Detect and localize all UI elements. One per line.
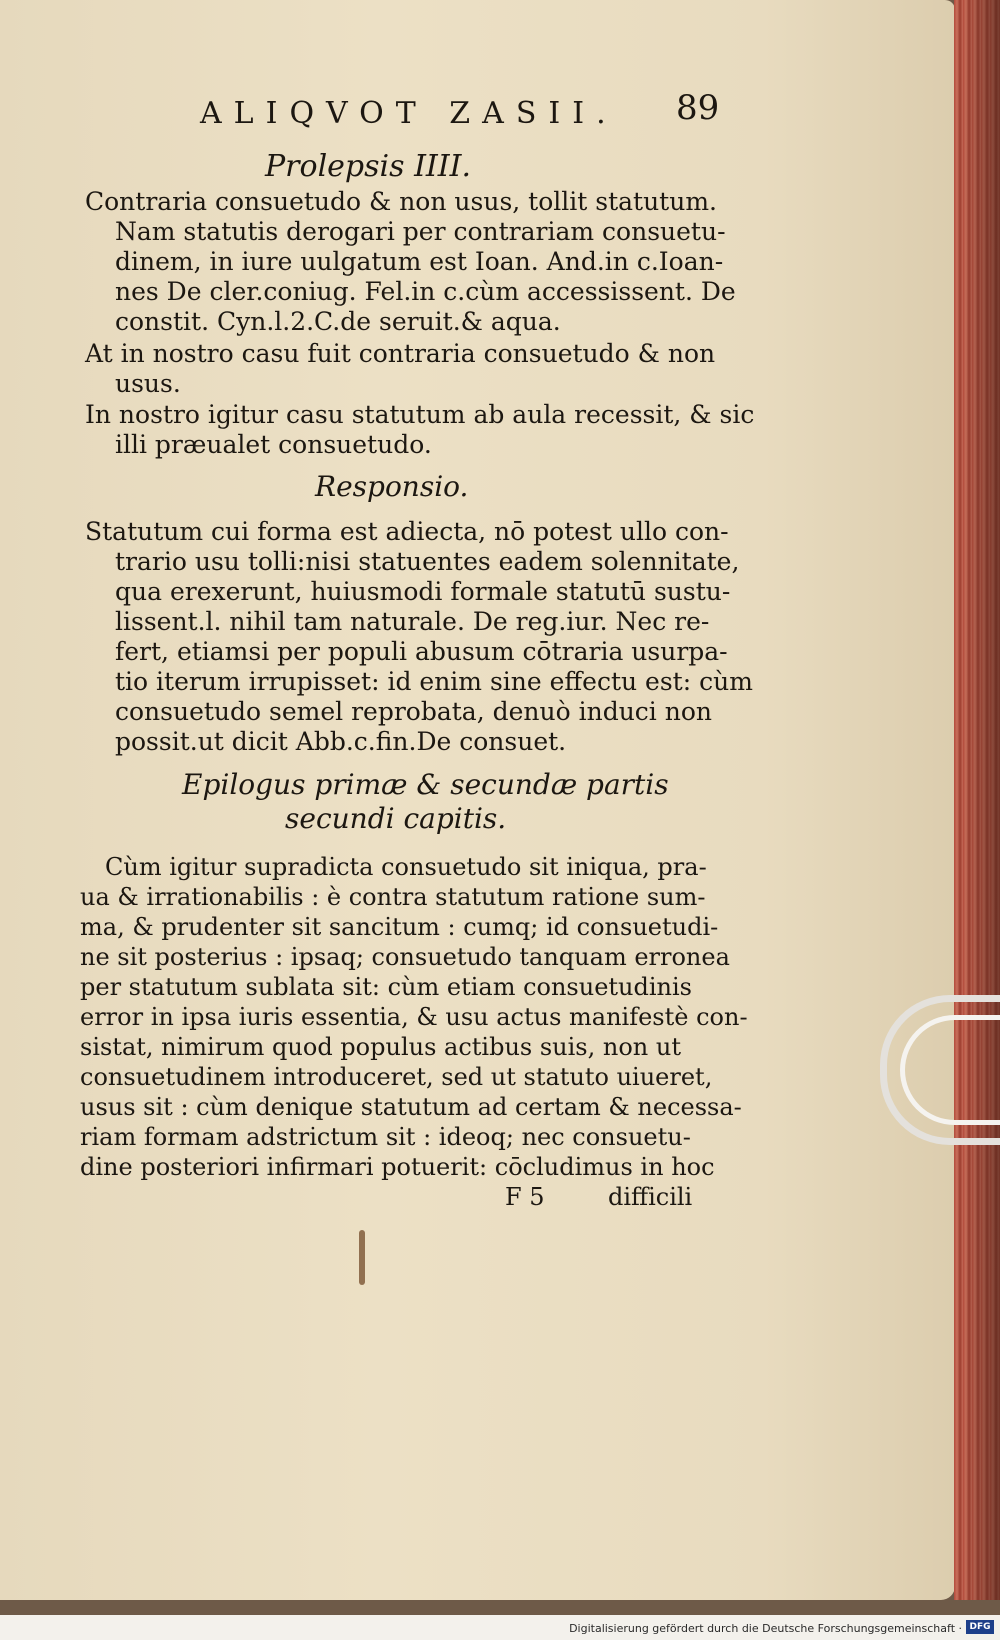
heading-prolepsis: Prolepsis IIII. [265, 149, 472, 184]
text-line: fert, etiamsi per populi abusum cōtraria usurpa- [115, 637, 728, 666]
text-line: nes De cler.coniug. Fel.in c.cùm accessissent. De [115, 277, 736, 306]
text-line: ua & irrationabilis : è contra statutum ratione sum- [80, 883, 706, 911]
text-line: trario usu tolli:nisi statuentes eadem solennitate, [115, 547, 740, 576]
text-line: Cùm igitur supradicta consuetudo sit iniqua, pra- [105, 853, 707, 881]
text-line: riam formam adstrictum sit : ideoq; nec consuetu- [80, 1123, 691, 1151]
catchword: difficili [608, 1183, 693, 1211]
text-line: error in ipsa iuris essentia, & usu actus manifestè con- [80, 1003, 748, 1031]
text-line: Statutum cui forma est adiecta, nō potest ullo con- [85, 517, 729, 546]
text-line: qua erexerunt, huiusmodi formale statutū sustu- [115, 577, 731, 606]
text-line: illi præualet consuetudo. [115, 430, 432, 459]
text-line: Nam statutis derogari per contrariam consuetu- [115, 217, 726, 246]
heading-responsio: Responsio. [315, 470, 469, 503]
credit-text: Digitalisierung gefördert durch die Deutsche Forschungsgemeinschaft · [569, 1622, 962, 1635]
text-line: consuetudo semel reprobata, denuò induci non [115, 697, 712, 726]
text-line: usus sit : cùm denique statutum ad certam & necessa- [80, 1093, 742, 1121]
page-edges-red [954, 0, 1000, 1600]
text-line: ma, & prudenter sit sancitum : cumq; id consuetudi- [80, 913, 719, 941]
heading-epilogus-2: secundi capitis. [285, 802, 507, 835]
ink-smudge [359, 1230, 365, 1285]
text-line: per statutum sublata sit: cùm etiam consuetudinis [80, 973, 692, 1001]
text-line: lissent.l. nihil tam naturale. De reg.iur. Nec re- [115, 607, 710, 636]
text-line: At in nostro casu fuit contraria consuetudo & non [85, 339, 716, 368]
text-line: dinem, in iure uulgatum est Ioan. And.in c.Ioan- [115, 247, 724, 276]
text-line: dine posteriori infirmari potuerit: cōcludimus in hoc [80, 1153, 715, 1181]
text-line: ne sit posterius : ipsaq; consuetudo tanquam erronea [80, 943, 730, 971]
text-line: usus. [115, 369, 181, 398]
running-head: ALIQVOT ZASII. [200, 96, 618, 131]
text-line: sistat, nimirum quod populus actibus suis, non ut [80, 1033, 681, 1061]
text-line: In nostro igitur casu statutum ab aula recessit, & sic [85, 400, 755, 429]
text-line: consuetudinem introduceret, sed ut statuto uiueret, [80, 1063, 713, 1091]
text-line: constit. Cyn.l.2.C.de seruit.& aqua. [115, 307, 561, 336]
page-number: 89 [676, 88, 720, 128]
signature-mark: F 5 [505, 1183, 545, 1211]
dfg-logo-icon: DFG [966, 1620, 994, 1634]
text-line: Contraria consuetudo & non usus, tollit statutum. [85, 187, 717, 216]
text-line: tio iterum irrupisset: id enim sine effectu est: cùm [115, 667, 753, 696]
paper-clip-inner-icon [900, 1015, 1000, 1125]
heading-epilogus: Epilogus primæ & secundæ partis [182, 768, 669, 801]
text-line: possit.ut dicit Abb.c.fin.De consuet. [115, 727, 567, 756]
